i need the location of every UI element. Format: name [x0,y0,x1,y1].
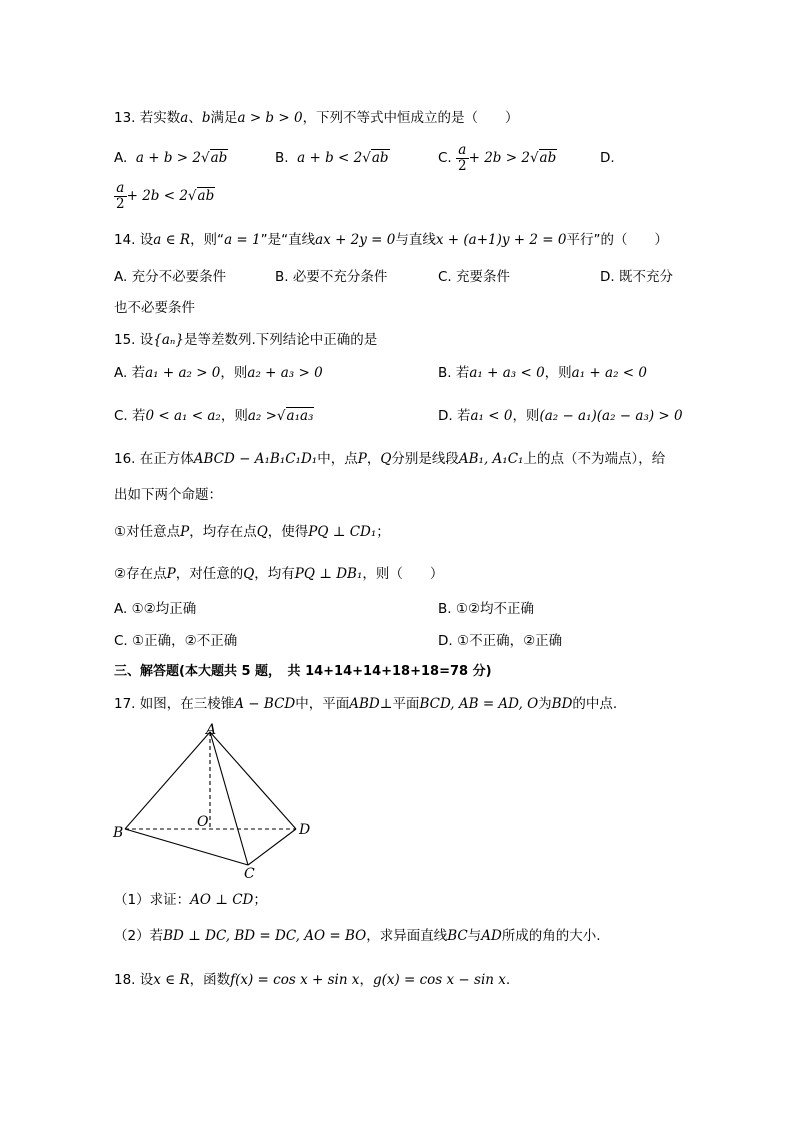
q16-option-a: A. ①②均正确 [114,601,197,617]
edge-cd [248,829,296,865]
q17-part2-c: 与 [467,928,482,944]
q13-option-d-radicand: ab [197,188,215,204]
q13-option-a-label: A. [114,150,128,166]
q18-stem-a: 18. 设 [114,972,154,988]
q15-option-a-label: A. 若 [114,365,146,381]
q16-option-d: D. ①不正确，②正确 [438,633,563,649]
q15-option-d [438,406,683,426]
q15-option-a-result: a₂ + a₃ > 0 [247,365,323,381]
q14-option-c: C. 充要条件 [438,269,511,285]
q15-option-c-label: C. 若 [114,408,146,424]
q13-option-a-expr: a + b > 2 [135,150,201,166]
q13-stem [114,108,519,128]
q17-part2-a: （2）若 [114,928,164,944]
q13-option-b-expr: a + b < 2 [297,150,363,166]
q15-option-b-cond: a₁ + a₃ < 0 [469,365,545,381]
q15-option-b-result: a₁ + a₂ < 0 [571,365,647,381]
q17-stem-d: 为 [538,696,552,712]
q13-option-c-fraction [456,143,469,174]
q17-part2-bc: BC [447,928,468,944]
q16-prop1-end: ； [376,524,390,540]
q16-prop2-c: ，均有 [254,566,295,582]
q14-stem-d: 与直线 [395,232,436,248]
q16-stem-b: 中，点 [317,451,358,467]
q16-prop1-q: Q [256,524,268,540]
label-c: C [244,866,255,880]
q13-sep: 、 [188,110,202,126]
q16-prop1-c: ，使得 [267,524,309,540]
q16-prop1-a: ①对任意点 [114,524,181,540]
q18-condition: x ∈ R [153,972,190,988]
q17-stem-a: 17. 如图，在三棱锥 [114,696,235,712]
q17-segment-bd: BD [551,696,573,712]
q17-stem-b: 中，平面 [295,696,350,712]
q13-option-c-radicand: ab [539,150,557,166]
q13-condition: a > b > 0 [237,110,303,126]
q16-prop2-a: ②存在点 [114,566,167,582]
q16-option-b: B. ①②均不正确 [438,601,535,617]
q13-option-a: A. a + b > 2√ab [114,150,228,166]
q16-prop2-q: Q [243,566,255,582]
q16-stem-d: 上的点（不为端点），给 [523,451,666,467]
q13-option-c-label: C. [438,150,452,166]
q14-stem-c: ”是“直线 [260,232,316,248]
q15-option-b [438,363,647,383]
q16-point-p: P [357,451,367,467]
q15-stem-a: 15. 设 [114,332,154,348]
q17-part-1 [114,890,267,910]
q14-condition: a ∈ R [153,232,191,248]
q14-stem [114,230,668,250]
q13-option-d-rest: + 2b < 2 [126,188,188,204]
q15-stem-b: 是等差数列.下列结论中正确的是 [183,332,378,348]
label-o: O [197,814,209,830]
q17-part-2 [114,926,601,946]
q15-option-d-result: (a₂ − a₁)(a₂ − a₃) > 0 [539,408,683,424]
q14-stem-a: 14. 设 [114,232,154,248]
q15-option-c-cond: 0 < a₁ < a₂ [145,408,221,424]
q16-proposition-2 [114,564,443,584]
q17-part2-d: 所成的角的大小. [501,928,601,944]
label-d: D [299,822,311,838]
q13-stem-mid: 满足 [210,110,238,126]
q15-option-d-mid: ，则 [512,408,540,424]
q17-part1-expr: AO ⊥ CD [190,892,254,908]
q16-proposition-1 [114,522,390,542]
label-b: B [113,825,124,841]
q18-stem-b: ，函数 [189,972,231,988]
label-a: A [206,722,217,738]
q15-sequence: {aₙ} [153,332,184,348]
edge-ac [210,732,248,865]
q15-option-c-mid: ，则 [220,408,248,424]
edge-ad [210,732,296,829]
q13-option-d-denominator: 2 [116,195,125,212]
q15-option-b-label: B. 若 [438,365,470,381]
q15-option-d-cond: a₁ < 0 [470,408,513,424]
section-3-heading: 三、解答题(本大题共 5 题， 共 14+14+14+18+18=78 分) [114,664,492,679]
q16-stem-c: 分别是线段 [391,451,459,467]
q17-pyramid-figure [110,720,330,880]
q16-sep: ， [366,451,381,467]
q14-option-b: B. 必要不充分条件 [275,269,388,285]
q17-part2-b: ，求异面直线 [366,928,448,944]
q15-option-d-label: D. 若 [438,408,471,424]
q17-part2-expr: BD ⊥ DC, BD = DC, AO = BO [163,928,367,944]
q16-cube: ABCD − A₁B₁C₁D₁ [193,451,318,467]
q13-option-d-numerator: a [114,181,127,197]
q16-prop2-expr: PQ ⊥ DB₁ [294,566,363,582]
q15-option-a [114,363,323,383]
q16-prop2-b: ，对任意的 [175,566,244,582]
q17-part2-ad: AD [481,928,502,944]
q14-line1: ax + 2y = 0 [315,232,396,248]
edge-bc [125,829,248,865]
q13-option-a-radicand: ab [210,150,228,166]
q16-prop1-p: P [180,524,190,540]
q15-option-c: C. 若0 < a₁ < a₂，则a₂ >√a₁a₃ [114,408,314,424]
q14-option-a: A. 充分不必要条件 [114,269,227,285]
q17-plane-2: BCD, AB = AD, O [419,696,539,712]
q16-prop1-expr: PQ ⊥ CD₁ [308,524,377,540]
q17-stem-e: 的中点. [572,696,618,712]
q15-option-c-result: a₂ > [247,408,277,424]
q13-option-b-radicand: ab [371,150,389,166]
q13-stem-suffix: ，下列不等式中恒成立的是（ ） [302,110,519,126]
q16-prop2-p: P [166,566,176,582]
q14-eq1: a = 1 [224,232,261,248]
q17-pyramid: A − BCD [234,696,296,712]
q17-part1-end: ； [253,892,267,908]
q17-plane-1: ABD [349,696,380,712]
q16-option-c: C. ①正确，②不正确 [114,633,238,649]
q17-stem [114,694,617,714]
q13-option-c: C. $\frac{a}{2}$ + 2b > 2√ab [438,141,557,174]
q14-line2: x + (a+1)y + 2 = 0 [435,232,567,248]
q15-option-a-cond: a₁ + a₂ > 0 [145,365,221,381]
q16-stem-line2: 出如下两个命题： [114,487,222,503]
q15-option-b-mid: ，则 [544,365,572,381]
q18-function-f: f(x) = cos x + sin x [230,972,360,988]
q14-stem-e: 平行”的（ ） [566,232,668,248]
q13-option-c-rest: + 2b > 2 [468,150,530,166]
q13-var-a: a [180,110,189,126]
q14-option-d-continued: 也不必要条件 [114,300,195,316]
q18-function-g: g(x) = cos x − sin x [372,972,506,988]
q18-stem [114,970,510,990]
q13-option-d-fraction [114,181,127,212]
q13-option-d: $\frac{a}{2}$ + 2b < 2√ab [116,179,215,212]
q16-point-q: Q [380,451,392,467]
q13-option-d-label: D. [600,150,615,166]
q13-var-b: b [201,110,211,126]
q16-prop1-b: ，均存在点 [189,524,257,540]
q13-stem-prefix: 13. 若实数 [114,110,181,126]
q15-stem [114,330,377,350]
q13-option-b: B. a + b < 2√ab [275,150,389,166]
q13-option-b-label: B. [275,150,289,166]
q16-stem-a: 16. 在正方体 [114,451,194,467]
q16-stem [114,449,665,469]
q14-stem-b: ，则“ [190,232,225,248]
q13-option-c-numerator: a [456,143,469,159]
q17-stem-c: 平面 [392,696,420,712]
q16-segments: AB₁, A₁C₁ [458,451,524,467]
q15-option-c-radicand: a₁a₃ [286,408,314,424]
q17-part1-a: （1）求证： [114,892,191,908]
q15-option-a-mid: ，则 [220,365,248,381]
q16-prop2-end: ，则（ ） [362,566,444,582]
q13-option-c-denominator: 2 [458,157,467,174]
q14-option-d: D. 既不充分 [600,269,673,285]
q17-perp: ⊥ [379,696,393,712]
q18-sep: ， [359,972,373,988]
q18-end: . [505,972,511,988]
